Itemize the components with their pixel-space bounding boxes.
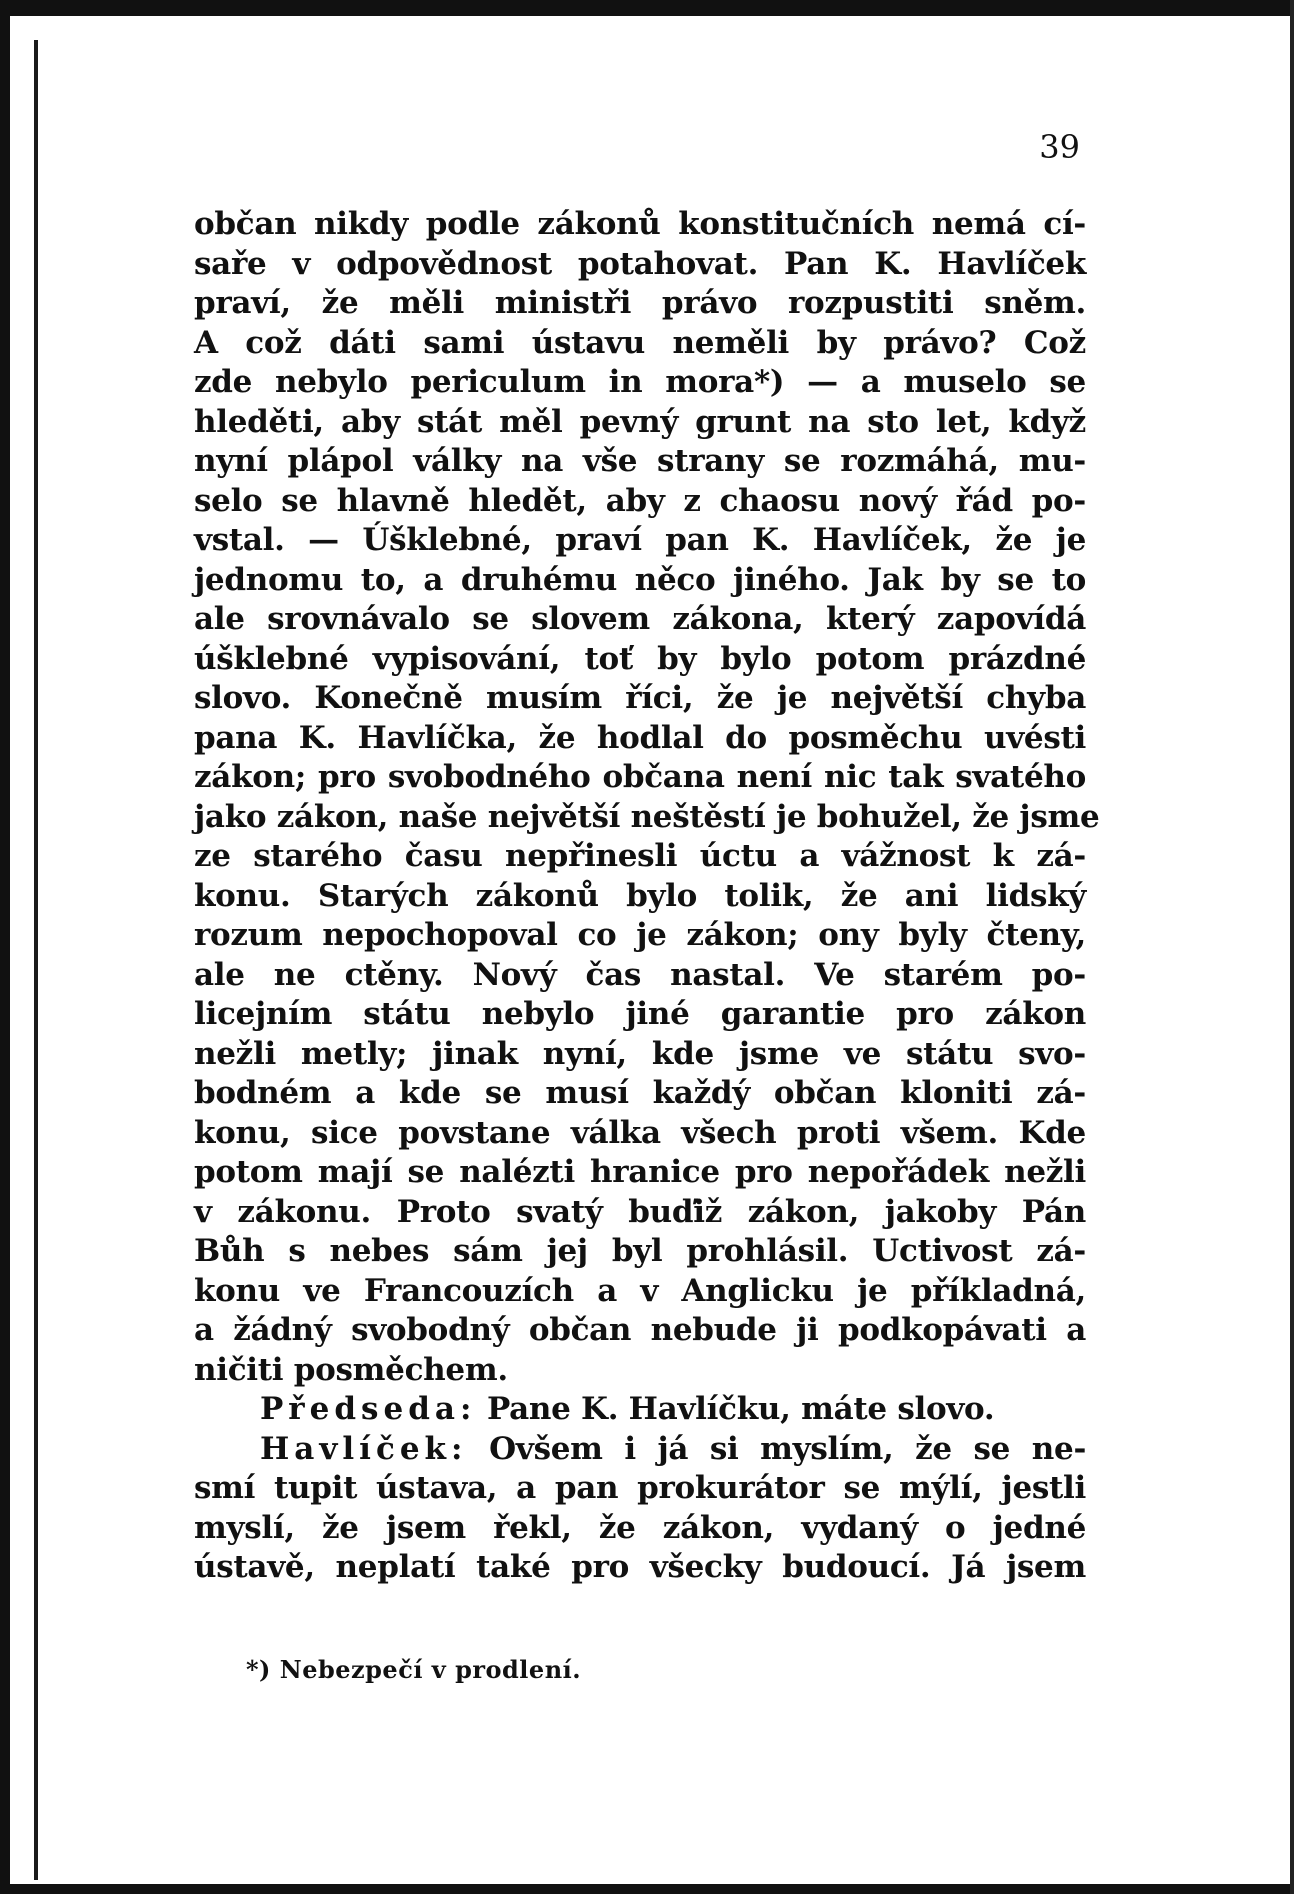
text-line: a žádný svobodný občan nebude ji podkopávati a [194,1312,1086,1348]
text-line: licejním státu nebylo jiné garantie pro zákon [194,996,1086,1032]
text-line: konu ve Francouzích a v Anglicku je příkladná, [194,1272,1086,1309]
body-text [194,205,1100,1588]
text-line: ústavě, neplatí také pro všecky budoucí. Já jsem [194,1549,1086,1585]
scan-edge-bottom [0,1884,1294,1894]
scan-binding-line [34,40,38,1880]
text-line: potom mají se nalézti hranice pro nepořádek nežli [194,1154,1086,1190]
text-line: jednomu to, a druhému něco jiného. Jak by se to [194,561,1086,598]
text-line: v zákonu. Proto svatý buďiž zákon, jakoby Pán [194,1193,1086,1230]
text-line: ale srovnávalo se slovem zákona, který zapovídá [194,601,1086,637]
text-line: zákon; pro svobodného občana není nic tak svatého [194,759,1086,795]
text-line: selo se hlavně hledět, aby z chaosu nový řád po- [194,482,1086,519]
text-line: ale ne ctěny. Nový čas nastal. Ve starém po- [194,956,1086,993]
speaker-name: Havlíček: [260,1430,468,1467]
text-line: jako zákon, naše největší neštěstí je bohužel, že jsme [194,798,1100,835]
text-line: konu. Starých zákonů bylo tolik, že ani lidský [194,877,1086,914]
text-line: bodném a kde se musí každý občan kloniti zá- [194,1075,1086,1111]
text-line: slovo. Konečně musím říci, že je největší chyba [194,680,1086,716]
text-line: nyní plápol války na vše strany se rozmáhá, mu- [194,443,1086,479]
speech-havlicek [194,1430,1086,1470]
text-line: praví, že měli ministři právo rozpustiti sněm. [194,285,1086,321]
text-line: hleděti, aby stát měl pevný grunt na sto let, když [194,403,1086,440]
speech-predseda [194,1390,1086,1430]
speaker-name: Předseda: [260,1391,477,1427]
text-line: rozum nepochopoval co je zákon; ony byly čteny, [194,917,1086,953]
text-line: konu, sice povstane válka všech proti všem. Kde [194,1114,1086,1151]
text-line: smí tupit ústava, a pan prokurátor se mýlí, jestli [194,1470,1086,1506]
text-line: nežli metly; jinak nyní, kde jsme ve státu svo- [194,1035,1086,1072]
text-line: zde nebylo periculum in mora*) — a muselo se [194,364,1086,400]
text-line: myslí, že jsem řekl, že zákon, vydaný o jedné [194,1509,1086,1546]
scan-edge-top [0,0,1294,16]
text-line: vstal. — Úšklebné, praví pan K. Havlíček, že je [194,522,1086,558]
text-line: A což dáti sami ústavu neměli by právo? Což [194,324,1086,361]
speech-text: Ovšem i já si myslím, že se ne- [489,1430,1087,1467]
scan-edge-left [0,0,10,1894]
footnote: *) Nebezpečí v prodlení. [246,1655,582,1684]
text-line: Bůh s nebes sám jej byl prohlásil. Uctivost zá- [194,1233,1086,1269]
speech-text: Pane K. Havlíčku, máte slovo. [486,1391,995,1427]
text-line: ze starého času nepřinesli úctu a vážnost k zá- [194,838,1086,874]
text-line: úšklebné vypisování, toť by bylo potom prázdné [194,640,1086,677]
page-number: 39 [1039,128,1080,166]
text-line: saře v odpovědnost potahovat. Pan K. Havlíček [194,245,1086,282]
scan-edge-right [1290,0,1294,1894]
text-line: pana K. Havlíčka, že hodlal do posměchu uvésti [194,719,1086,756]
text-line: ničiti posměchem. [194,1351,508,1388]
text-line: občan nikdy podle zákonů konstitučních nemá cí- [194,206,1086,242]
